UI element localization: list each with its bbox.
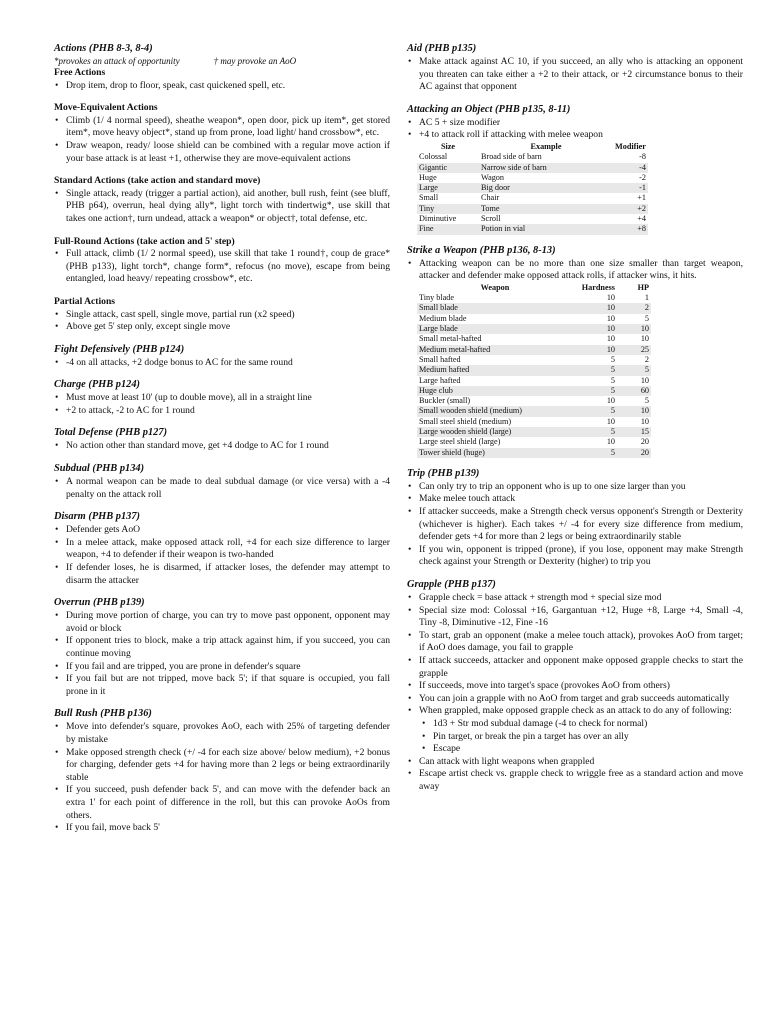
table-cell: 5 (573, 427, 617, 437)
move-actions-list (54, 115, 390, 165)
fight-list (54, 357, 390, 370)
column-header: HP (637, 282, 649, 292)
list-item: • If attacker succeeds, make a Strength check versus opponent's Strength or Dexterity (whichever is higher). Each takes +/ -4 for every size difference from medium, defender gets +4 for more than 2 legs or being extraordinarily stable (407, 506, 743, 544)
table-cell: -2 (639, 172, 646, 182)
table-cell: 5 (617, 365, 651, 375)
table-cell: 10 (606, 396, 615, 406)
list-item: • If attack succeeds, attacker and opponent make opposed grapple checks to start the grapple (407, 655, 743, 680)
table-cell: Tome (479, 204, 613, 214)
table-cell: Colossal (419, 152, 448, 162)
fullround-actions-list (54, 248, 390, 286)
table-cell: 10 (606, 293, 615, 303)
table-cell: Small steel shield (medium) (419, 416, 512, 426)
table-cell: 10 (573, 345, 617, 355)
right-column (407, 42, 743, 803)
table-row (417, 437, 651, 447)
aid-list (407, 56, 743, 94)
grapple-options-list (421, 718, 743, 756)
table-cell: Medium metal-hafted (417, 345, 573, 355)
list-item: • When grappled, make opposed grapple check as an attack to do any of following: (407, 705, 743, 718)
strike-title: Strike a Weapon (PHB p136, 8-13) (407, 244, 556, 256)
column-header: Size (440, 141, 456, 151)
list-item: • Move into defender's square, provokes AoO, each with 25% of targeting defender by mistake (54, 721, 390, 746)
table-cell: Small hafted (419, 354, 461, 364)
note-may-aoo: † may provoke an AoO (213, 56, 297, 66)
table-cell: 20 (617, 448, 651, 458)
free-actions-heading: Free Actions (54, 67, 106, 78)
list-item: • Must move at least 10' (up to double move), all in a straight line (54, 392, 390, 405)
free-actions-list (54, 80, 390, 93)
total-title: Total Defense (PHB p127) (54, 427, 168, 439)
grapple-title: Grapple (PHB p137) (407, 579, 496, 591)
table-cell: Large (417, 183, 479, 193)
table-row (417, 365, 651, 375)
table-cell: 10 (617, 406, 651, 416)
table-cell: 20 (640, 437, 649, 447)
table-cell: +1 (637, 193, 646, 203)
table-cell: 5 (573, 406, 617, 416)
table-row (417, 324, 651, 334)
list-item: • Can only try to trip an opponent who is up to one size larger than you (407, 481, 743, 494)
table-cell: Huge club (417, 386, 573, 396)
list-item: • If succeeds, move into target's space (provokes AoO from others) (407, 680, 743, 693)
section-bull-rush (54, 707, 390, 834)
section-total-defense (54, 426, 390, 453)
list-item: • Climb (1/ 4 normal speed), sheathe weapon*, open door, pick up item*, get stored item*, move heavy object*, stand up from prone, load light/ hand crossbow*, etc. (54, 115, 390, 140)
table-cell: Narrow side of barn (479, 163, 613, 173)
list-item: • Escape artist check vs. grapple check to wriggle free as a standard action and move away (407, 768, 743, 793)
aid-title: Aid (PHB p135) (407, 43, 477, 54)
list-item: • Escape (421, 743, 743, 756)
actions-notes (54, 56, 390, 67)
list-item: • Above get 5' step only, except single move (54, 321, 390, 334)
list-item: • Pin target, or break the pin a target has over an ally (421, 731, 743, 744)
table-cell: 15 (617, 427, 651, 437)
table-cell: Wagon (481, 172, 504, 182)
table-cell: Fine (417, 224, 479, 234)
trip-title: Trip (PHB p139) (407, 467, 480, 479)
list-item: • Single attack, cast spell, single move, partial run (x2 speed) (54, 309, 390, 322)
list-item: • Make melee touch attack (407, 493, 743, 506)
note-aoo: *provokes an attack of opportunity (54, 56, 180, 66)
trip-list (407, 481, 743, 569)
list-item: • Draw weapon, ready/ loose shield can be combined with a regular move action if your base attack is at least +1, otherwise they are move-equivalent actions (54, 140, 390, 165)
table-cell: 10 (640, 334, 649, 344)
section-aid (407, 42, 743, 94)
table-cell: Small metal-hafted (419, 334, 482, 344)
total-list (54, 440, 390, 453)
list-item: • During move portion of charge, you can try to move past opponent, opponent may avoid or block (54, 610, 390, 635)
table-cell: -1 (613, 183, 648, 193)
table-cell: 2 (644, 354, 649, 364)
table-cell: Medium hafted (417, 365, 573, 375)
list-item: • Full attack, climb (1/ 2 normal speed), use skill that take 1 round†, coup de grace* (PHB p133), light torch*, change form*, refocus (no move), escape from being entangled, load heavy/ repeating crossbow*, etc. (54, 248, 390, 286)
table-cell: Small wooden shield (medium) (417, 406, 573, 416)
list-item: • No action other than standard move, get +4 dodge to AC for 1 round (54, 440, 390, 453)
table-cell: 10 (573, 324, 617, 334)
table-cell: Big door (479, 183, 613, 193)
list-item: • If you fail, move back 5' (54, 822, 390, 835)
table-row (417, 303, 651, 313)
table-cell: 5 (644, 396, 649, 406)
table-cell: -8 (639, 152, 646, 162)
table-cell: +2 (613, 204, 648, 214)
table-row (417, 417, 651, 427)
table-cell: 5 (573, 386, 617, 396)
section-fight-defensively (54, 343, 390, 370)
list-item: • If you fail and are tripped, you are prone in defender's square (54, 661, 390, 674)
list-item: • A normal weapon can be made to deal subdual damage (or vice versa) with a -4 penalty on the attack roll (54, 476, 390, 501)
subdual-title: Subdual (PHB p134) (54, 463, 145, 475)
table-cell: -4 (613, 163, 648, 173)
table-cell: Tiny (417, 204, 479, 214)
list-item: • Can attack with light weapons when grappled (407, 756, 743, 769)
list-item: • In a melee attack, make opposed attack roll, +4 for each size difference to larger weapon, +4 to defender if their weapon is two-handed (54, 537, 390, 562)
list-item: • Single attack, ready (trigger a partial action), aid another, bull rush, feint (see bluff, PHB p64), overrun, heal dying ally*, light torch with tindertwig*, use skill that takes one action†, turn undead, attack a weapon* or object†, total defense, etc. (54, 188, 390, 226)
table-row (417, 386, 651, 396)
table-cell: 10 (640, 375, 649, 385)
section-attacking-object (407, 103, 743, 235)
partial-actions-heading: Partial Actions (54, 295, 116, 307)
overrun-title: Overrun (PHB p139) (54, 597, 145, 609)
list-item: • If you succeed, push defender back 5', and can move with the defender back an extra 1' for each point of difference in the roll, but this can provoke AoOs from others. (54, 784, 390, 822)
table-cell: Broad side of barn (481, 152, 542, 162)
table-cell: Large wooden shield (large) (417, 427, 573, 437)
table-row (417, 427, 651, 437)
column-header: Weapon (480, 282, 510, 292)
table-cell: Potion in vial (479, 224, 613, 234)
table-cell: Buckler (small) (419, 396, 471, 406)
list-item: • Grapple check = base attack + strength mod + special size mod (407, 592, 743, 605)
table-cell: Diminutive (419, 214, 457, 224)
table-row (417, 406, 651, 416)
section-subdual (54, 462, 390, 501)
list-item: • Drop item, drop to floor, speak, cast quickened spell, etc. (54, 80, 390, 93)
object-size-table (417, 142, 648, 235)
column-header: Hardness (581, 282, 615, 292)
section-charge (54, 378, 390, 417)
table-cell: Scroll (481, 214, 501, 224)
list-item: • 1d3 + Str mod subdual damage (-4 to check for normal) (421, 718, 743, 731)
table-row (417, 345, 651, 355)
subdual-list (54, 476, 390, 501)
table-cell: 5 (573, 448, 617, 458)
section-overrun (54, 596, 390, 698)
table-cell: 5 (573, 365, 617, 375)
table-row (417, 204, 648, 214)
grapple-list (407, 592, 743, 718)
left-column (54, 42, 390, 844)
table-cell: 25 (617, 345, 651, 355)
table-cell: Huge (419, 172, 437, 182)
table-cell: 10 (606, 437, 615, 447)
table-row (417, 152, 648, 162)
table-cell: 60 (617, 386, 651, 396)
overrun-list (54, 610, 390, 698)
section-strike-weapon (407, 244, 743, 458)
table-cell: +4 (637, 214, 646, 224)
table-row (417, 396, 651, 406)
column-header: Example (530, 141, 562, 151)
list-item: • Special size mod: Colossal +16, Gargantuan +12, Huge +8, Large +4, Small -4, Tiny -8, Diminutive -12, Fine -16 (407, 605, 743, 630)
strike-list (407, 258, 743, 283)
table-cell: 2 (617, 303, 651, 313)
fullround-actions-heading: Full-Round Actions (take action and 5' step) (54, 235, 235, 247)
standard-actions-list (54, 188, 390, 226)
table-cell: Tiny blade (419, 293, 454, 303)
section-trip (407, 467, 743, 569)
section-grapple (407, 578, 743, 794)
disarm-title: Disarm (PHB p137) (54, 511, 141, 523)
list-item: • +4 to attack roll if attacking with melee weapon (407, 129, 743, 142)
actions-title: Actions (PHB 8-3, 8-4) (54, 43, 153, 54)
table-row (417, 214, 648, 224)
list-item: • You can join a grapple with no AoO from target and grab succeeds automatically (407, 693, 743, 706)
table-row (417, 314, 651, 324)
list-item: • Defender gets AoO (54, 524, 390, 537)
list-item: • If opponent tries to block, make a trip attack against him, if you succeed, you can continue moving (54, 635, 390, 660)
list-item: • If you win, opponent is tripped (prone), if you lose, opponent may make Strength check against your Strength or Dexterity (higher) to trip you (407, 544, 743, 569)
list-item: • If you fail but are not tripped, move back 5'; if that square is occupied, you fall prone in it (54, 673, 390, 698)
partial-actions-list (54, 309, 390, 334)
fight-title: Fight Defensively (PHB p124) (54, 343, 185, 355)
table-cell: Gigantic (417, 163, 479, 173)
list-item: • Attacking weapon can be no more than one size smaller than target weapon, attacker and defender make opposed attack rolls, if attacker wins, it hits. (407, 258, 743, 283)
table-cell: 5 (610, 375, 615, 385)
grapple-list-continued (407, 756, 743, 794)
bullrush-list (54, 721, 390, 834)
section-actions (54, 42, 390, 334)
list-item: • -4 on all attacks, +2 dodge bonus to AC for the same round (54, 357, 390, 370)
table-cell: Small (419, 193, 439, 203)
charge-title: Charge (PHB p124) (54, 379, 141, 391)
table-row (417, 355, 651, 365)
bullrush-title: Bull Rush (PHB p136) (54, 708, 152, 720)
weapon-hardness-table (417, 283, 651, 458)
column-header: Modifier (615, 141, 646, 151)
table-cell: 5 (610, 354, 615, 364)
list-item: • Make attack against AC 10, if you succeed, an ally who is attacking an opponent you threaten can take either a +2 to their attack, or +2 circumstance bonus to their AC against that opponent (407, 56, 743, 94)
object-list (407, 117, 743, 142)
table-cell: +8 (613, 224, 648, 234)
list-item: • AC 5 + size modifier (407, 117, 743, 130)
table-cell: 10 (606, 334, 615, 344)
table-row (417, 448, 651, 458)
table-cell: 10 (640, 416, 649, 426)
table-row (417, 293, 651, 303)
section-disarm (54, 510, 390, 587)
table-cell: 1 (644, 293, 649, 303)
table-row (417, 193, 648, 203)
list-item: • Make opposed strength check (+/ -4 for each size above/ below medium), +2 bonus for charging, defender gets +4 for having more than 2 legs or being extraordinarily stable (54, 747, 390, 785)
table-cell: Small blade (417, 303, 573, 313)
table-row (417, 163, 648, 173)
table-cell: Large blade (417, 324, 573, 334)
table-cell: 5 (644, 313, 649, 323)
move-actions-heading: Move-Equivalent Actions (54, 102, 158, 114)
list-item: • If defender loses, he is disarmed, if attacker loses, the defender may attempt to disarm the attacker (54, 562, 390, 587)
table-row (417, 334, 651, 344)
table-cell: 10 (606, 416, 615, 426)
table-row (417, 173, 648, 183)
table-row (417, 183, 648, 193)
table-cell: Medium blade (419, 313, 467, 323)
table-cell: Chair (481, 193, 500, 203)
table-cell: Large hafted (419, 375, 461, 385)
object-title: Attacking an Object (PHB p135, 8-11) (407, 103, 571, 115)
table-row (417, 376, 651, 386)
table-cell: 10 (573, 303, 617, 313)
standard-actions-heading: Standard Actions (take action and standard move) (54, 175, 261, 187)
list-item: • +2 to attack, -2 to AC for 1 round (54, 405, 390, 418)
disarm-list (54, 524, 390, 587)
table-cell: Tower shield (huge) (417, 448, 573, 458)
charge-list (54, 392, 390, 417)
list-item: • To start, grab an opponent (make a melee touch attack), provokes AoO from target; if AoO does damage, you fail to grapple (407, 630, 743, 655)
table-cell: 10 (606, 313, 615, 323)
table-row (417, 224, 648, 234)
table-cell: Large steel shield (large) (419, 437, 501, 447)
table-cell: 10 (617, 324, 651, 334)
